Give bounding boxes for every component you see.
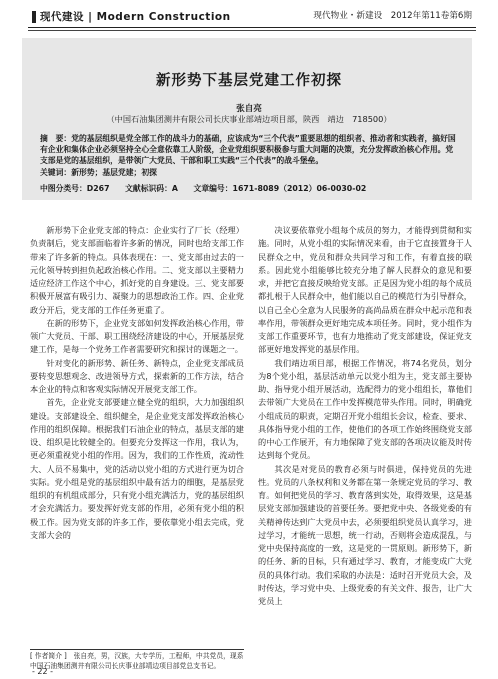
body-paragraph: 新形势下企业党支部的特点：企业实行了厂长（经理）负责制后，党支部面临着许多新的情况，同时也给支部工作带来了许多新的特点。具体表现在：一、党支部由过去的一元化领导转到担负起政治核心作用。二、党支部以主要精力适应经济工作这个中心，抓好党的自身建设。三、党支部要积极开展富有吸引力、凝聚力的思想政治工作。四、企业党政分开后，党支部的工作任务更重了。 bbox=[30, 225, 244, 315]
body-paragraph: 其次是对党员的教育必须与时俱进，保持党员的先进性。党员的八条权利和义务都在第一条规定党员的学习、教育。如何把党员的学习、教育落到实处，取得效果，这是基层党支部加强建设的首要任务。要把党中央、各级党委的有关精神传达到广大党员中去，必须要组织党员认真学习，进过学习，才能统一思想，统一行动，否则将会造成混乱，与党中央保持高度的一致，这是党的一贯原则。新形势下，新的任务、新的目标，只有通过学习、教育，才能变成广大党员的具体行动。我们采取的办法是：适时召开党员大会，及时传达，学习党中央、上级党委的有关文件、报告，让广大党员上 bbox=[258, 463, 472, 606]
body-paragraph: 我们靖边项目部，根据工作情况，将74名党员，划分为8个党小组，基层活动单元以党小组为主，党支部主要协助、指导党小组开展活动，选配得力的党小组组长，靠他们去带领广大党员在工作中发挥模范带头作用。同时，明确党小组成员的职责，定期召开党小组组长会议，检查、要求、具体指导党小组的工作，使他们的各项工作始终围绕党支部的中心工作展开，有力地保障了党支部的各项决议能及时传达到每个党员。 bbox=[258, 357, 472, 461]
article-title: 新形势下基层党建工作初探 bbox=[156, 73, 342, 89]
body-paragraph: 首先，企业党支部要建立健全党的组织，大力加强组织建设。支部建设全、组织健全，是企业党支部发挥政治核心作用的组织保障。根据我们石油企业的特点，基层支部的建设、组织是比较健全的。但要充分发挥这一作用，我认为，更必须重视党小组的作用。因为，我们的工作性质，流动性大、人员不易集中，党的活动以党小组的方式进行更为切合实际。党小组是党的基层组织中最有活力的细胞，是基层党组织的有机组成部分，只有党小组充满活力，党的基层组织才会充满活力。要发挥好党支部的作用，必须有党小组的积极工作。因为党支部的许多工作，要依靠党小组去完成，党支部大会的 bbox=[30, 397, 244, 540]
page-number: - 22 - bbox=[32, 667, 54, 676]
body-paragraph: 在新的形势下，企业党支部如何发挥政治核心作用，带领广大党员、干部、职工围绕经济建设的中心，开展基层党建工作，是每一个党务工作者需要研究和探讨的课题之一。 bbox=[30, 317, 244, 355]
body-column-right bbox=[258, 224, 472, 608]
column-name: 现代建设 | Modern Construction bbox=[40, 11, 231, 23]
column-header bbox=[32, 8, 231, 25]
body-paragraph: 决议要依靠党小组每个成员的努力，才能得到贯彻和实施。同时，从党小组的实际情况来看，由于它直接置身于人民群众之中，党员和群众共同学习和工作，有着直接的联系。因此党小组能够比较充分地了解人民群众的意见和要求，并把它直接反映给党支部。正是因为党小组的每个成员都扎根于人民群众中，他们能以自己的模范行为引导群众，以自己全心全意为人民服务的高尚品质在群众中起示范和表率作用，带领群众更好地完成本项任务。同时，党小组作为支部工作重要环节，也有力地推动了党支部建设，保证党支部更好地发挥党的基层作用。 bbox=[258, 225, 472, 355]
keywords bbox=[40, 167, 157, 178]
article-affiliation: （中国石油集团测井有限公司长庆事业部靖边项目部，陕西 靖边 718500） bbox=[106, 114, 392, 124]
header-rule bbox=[28, 27, 476, 28]
author-footnote: [ 作者简介 ] 张自亮，男，汉族，大专学历，工程师，中共党员，现系中国石油集团测井有限公司长庆事业部靖边项目部党总支书记。 bbox=[30, 649, 244, 671]
abstract bbox=[40, 133, 456, 166]
header-bar-icon bbox=[32, 11, 36, 23]
classification-info: 中图分类号：D267 文献标识码：A 文章编号：1671-8089（2012）06-0030-02 bbox=[40, 184, 367, 193]
article-author: 张自亮 bbox=[236, 104, 262, 114]
abstract-text: 党的基层组织是党全部工作的战斗力的基础，应该成为“三个代表”重要思想的组织者、推动者和实践者，搞好国有企业和集体企业必须坚持全心全意依靠工人阶级，企业党组织要积极参与重大问题的决策，充分发挥政治核心作用。党支部是党的基层组织，是带领广大党员、干部和职工实践“三个代表”的战斗堡垒。 bbox=[40, 134, 456, 165]
body-column-left bbox=[30, 224, 244, 542]
abstract-label: 摘 要： bbox=[40, 134, 72, 143]
keywords-label: 关键词： bbox=[40, 168, 72, 177]
body-paragraph: 针对变化的新形势、新任务、新特点，企业党支部成员要转变思想观念、改进领导方式，探索新的工作方法，结合本企业的特点和客观实际情况开展党支部工作。 bbox=[30, 357, 244, 394]
keywords-text: 新形势；基层党建；初探 bbox=[71, 168, 157, 177]
journal-info: 现代物业・新建设 2012年第11卷第6期 bbox=[313, 11, 472, 21]
header-rule-thin bbox=[28, 30, 476, 31]
